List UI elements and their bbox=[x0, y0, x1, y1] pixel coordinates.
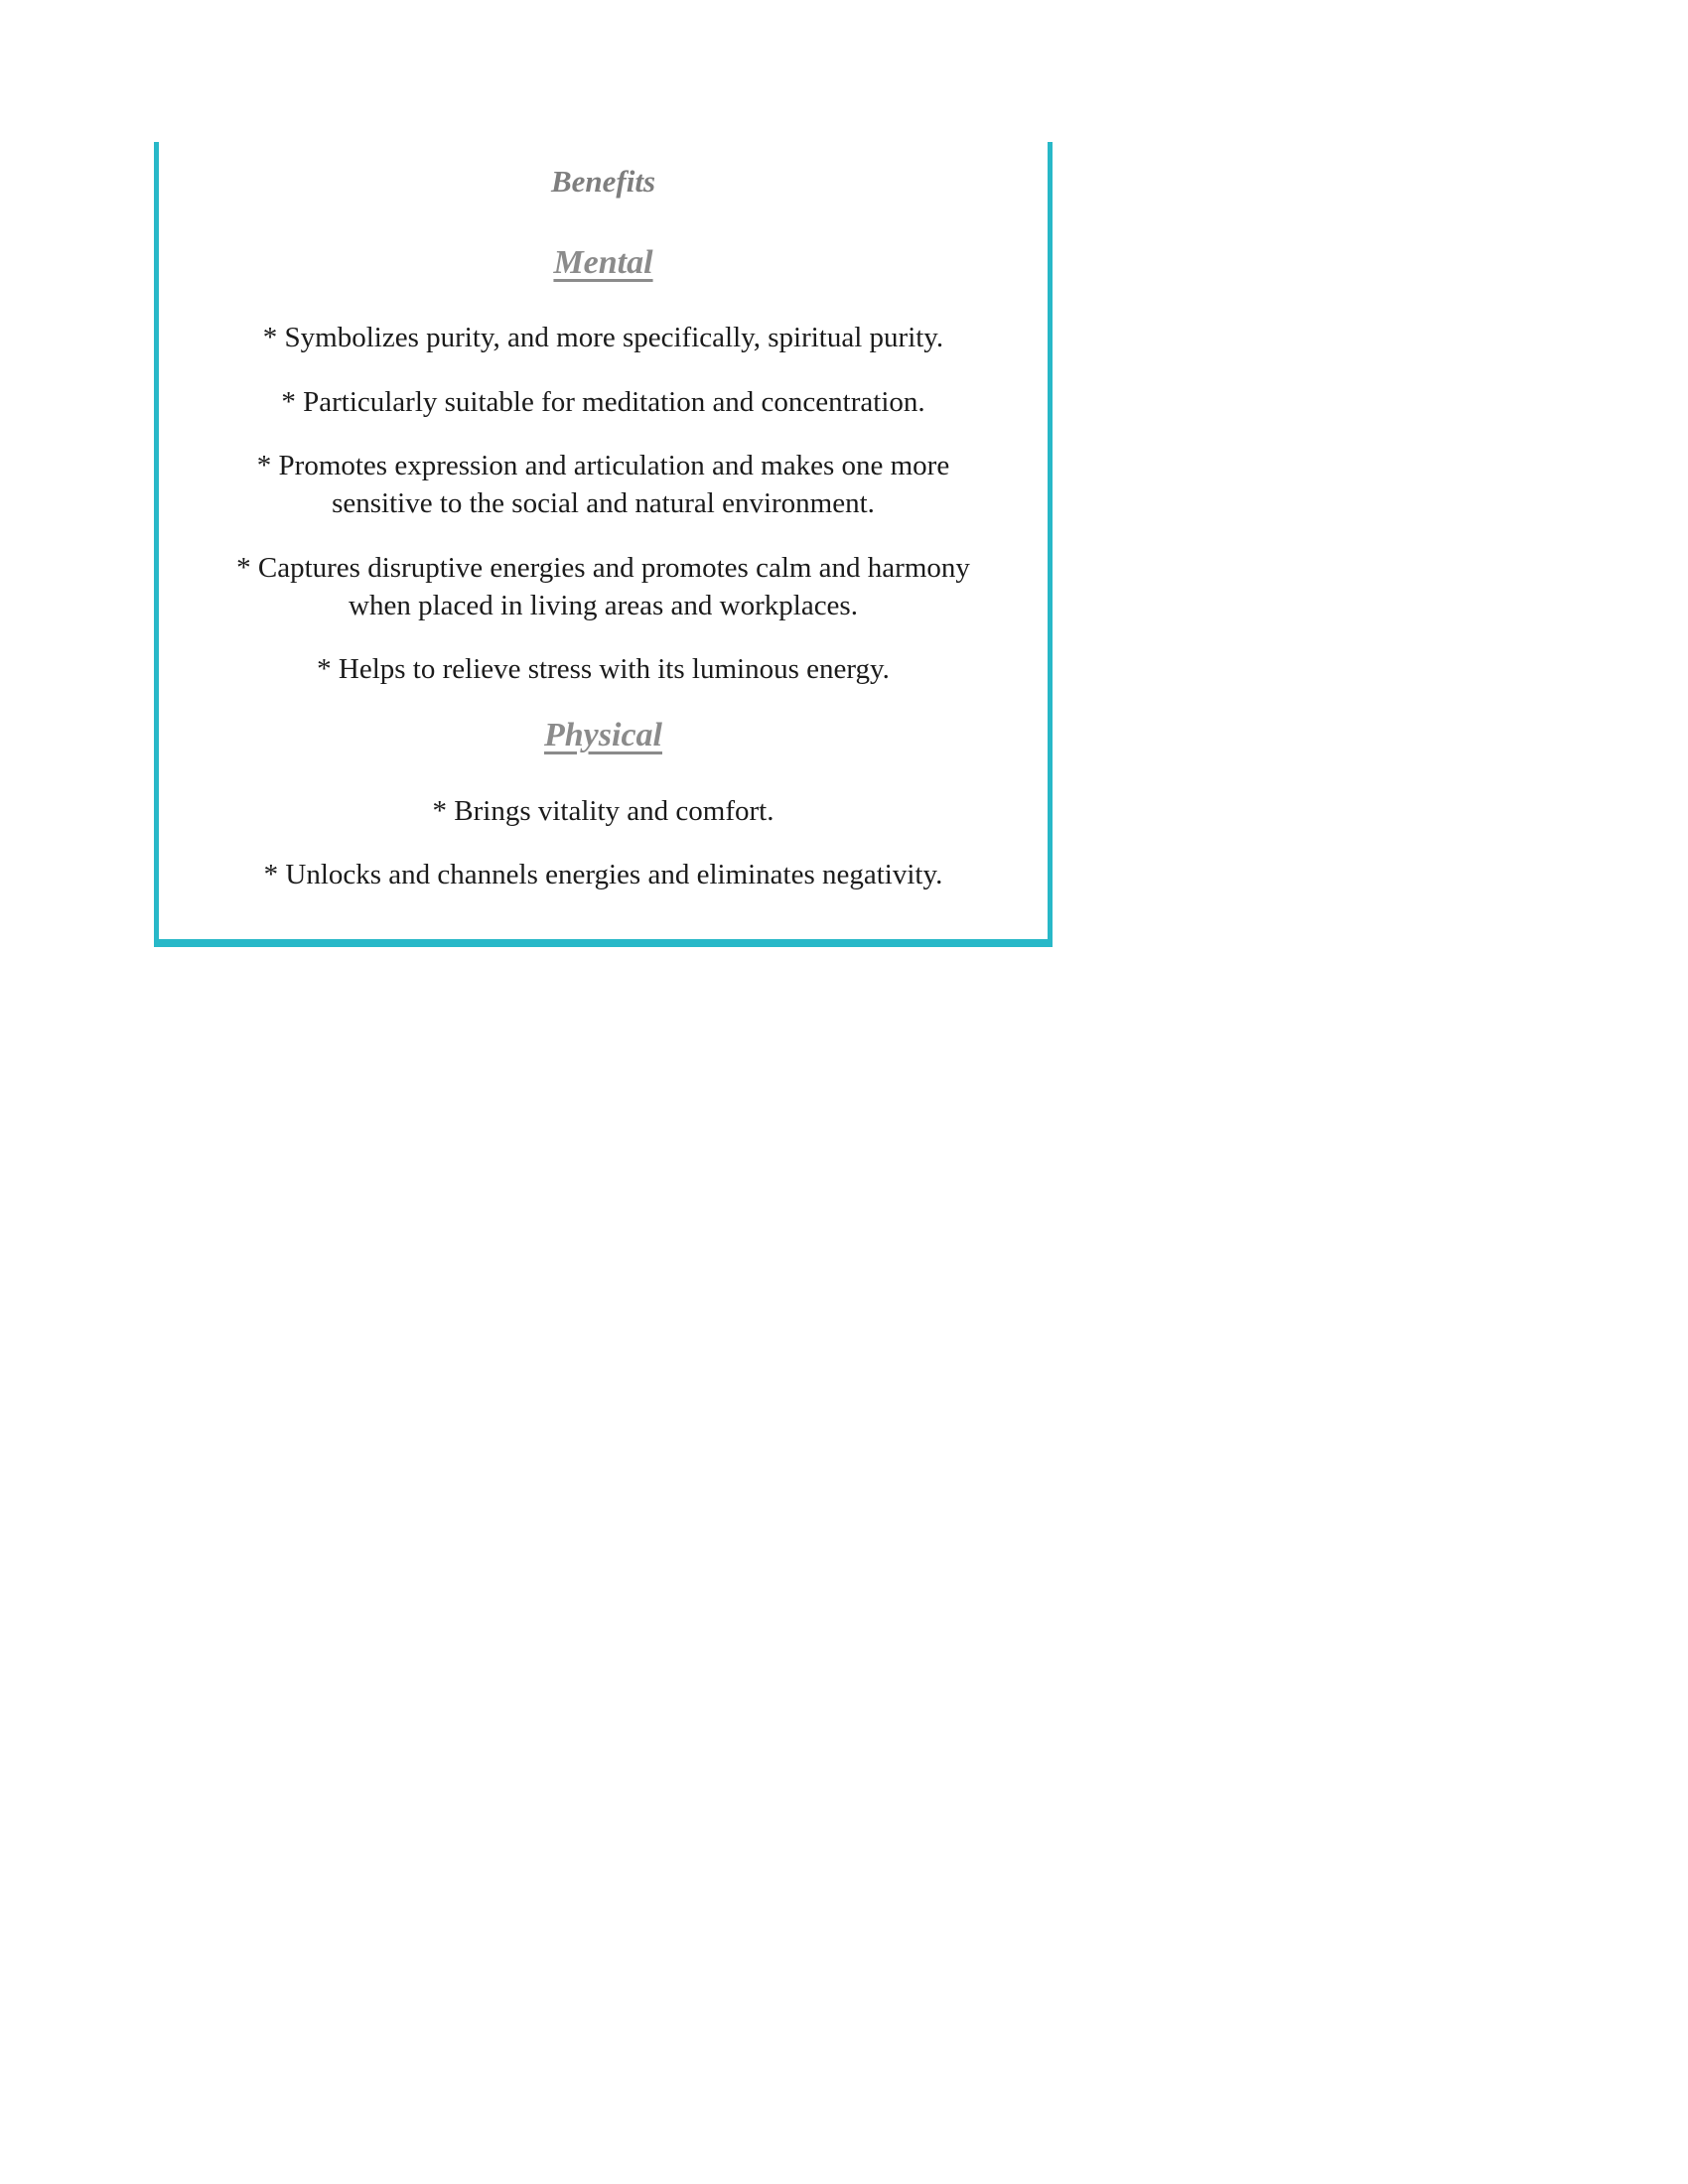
section-heading-physical: Physical bbox=[544, 717, 662, 754]
benefit-item: * Unlocks and channels energies and eliminates negativity. bbox=[263, 858, 943, 890]
section-heading-mental: Mental bbox=[553, 244, 653, 282]
page-title: Benefits bbox=[550, 164, 656, 199]
benefits-card bbox=[154, 142, 1053, 947]
benefit-item: * Promotes expression and articulation and makes one more sensitive to the social and natural environment. bbox=[256, 450, 950, 520]
section-physical bbox=[207, 714, 1000, 893]
benefit-item: * Captures disruptive energies and promotes calm and harmony when placed in living areas and workplaces. bbox=[236, 551, 970, 621]
section-mental bbox=[207, 241, 1000, 688]
benefit-item: * Brings vitality and comfort. bbox=[432, 794, 774, 827]
benefit-item: * Symbolizes purity, and more specifically, spiritual purity. bbox=[262, 322, 944, 354]
benefit-item: * Helps to relieve stress with its luminous energy. bbox=[317, 653, 890, 686]
benefit-item: * Particularly suitable for meditation and concentration. bbox=[281, 385, 925, 418]
